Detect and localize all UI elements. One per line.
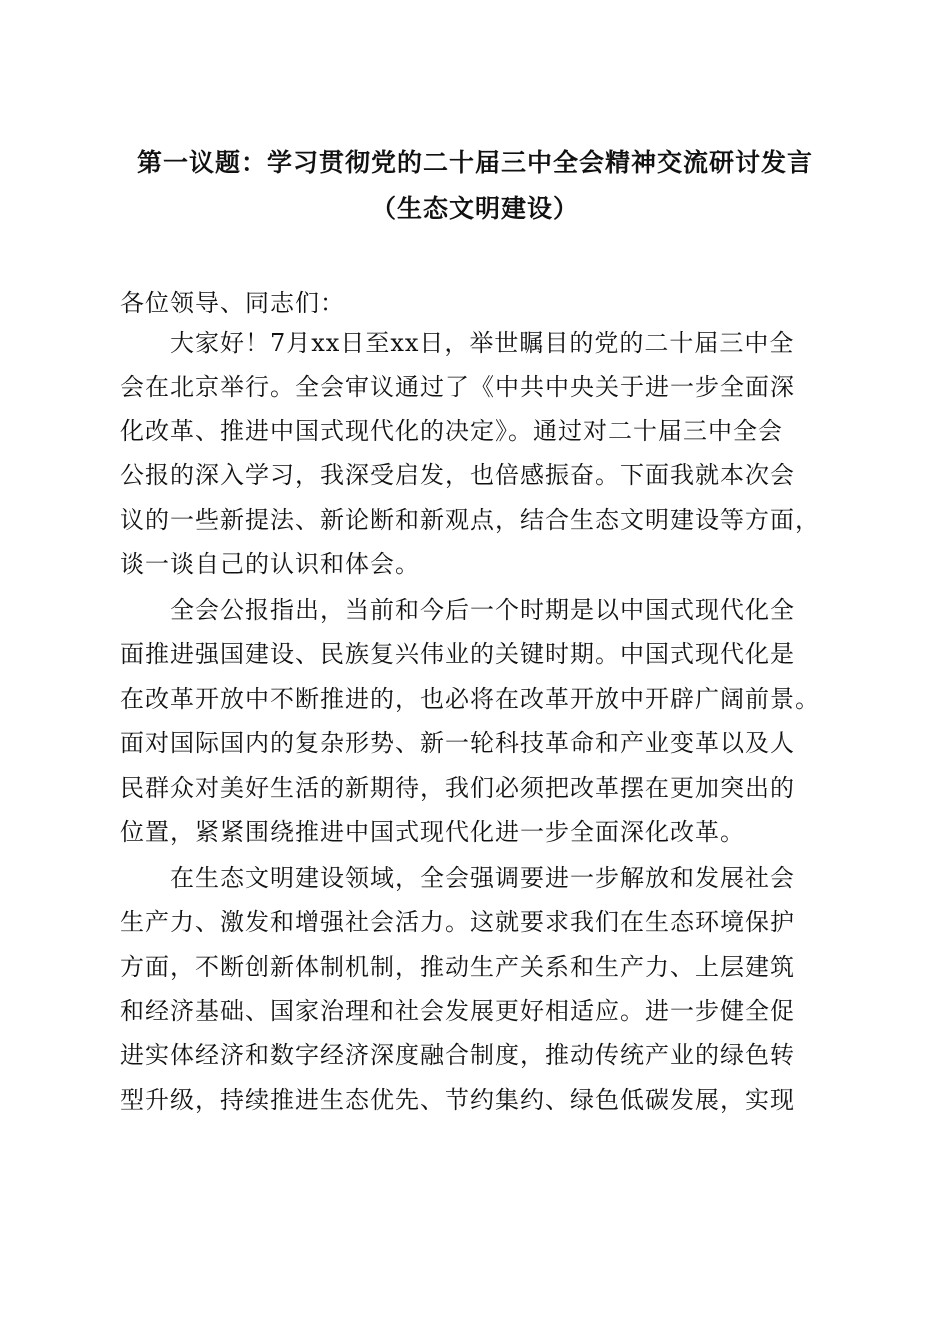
- text-line: 会在北京举行。全会审议通过了《中共中央关于进一步全面深: [120, 373, 795, 401]
- text-line: 型升级，持续推进生态优先、节约集约、绿色低碳发展，实现: [120, 1086, 795, 1114]
- text-line: 面对国际国内的复杂形势、新一轮科技革命和产业变革以及人: [120, 729, 795, 757]
- text-line: 大家好！7月xx日至xx日，举世瞩目的党的二十届三中全: [170, 329, 795, 357]
- text-line: 化改革、推进中国式现代化的决定》。通过对二十届三中全会: [120, 417, 783, 445]
- text-line: 方面，不断创新体制机制，推动生产关系和生产力、上层建筑: [120, 953, 795, 981]
- text-line: 面推进强国建设、民族复兴伟业的关键时期。中国式现代化是: [120, 640, 795, 668]
- text-line: 生产力、激发和增强社会活力。这就要求我们在生态环境保护: [120, 908, 795, 936]
- text-line: 在生态文明建设领域，全会强调要进一步解放和发展社会: [170, 864, 795, 892]
- text-line: 在改革开放中不断推进的，也必将在改革开放中开辟广阔前景。: [120, 685, 820, 713]
- text-line: 公报的深入学习，我深受启发，也倍感振奋。下面我就本次会: [120, 461, 795, 489]
- text-line: 民群众对美好生活的新期待，我们必须把改革摆在更加突出的: [120, 774, 795, 802]
- text-line: 谈一谈自己的认识和体会。: [120, 550, 420, 578]
- document-subtitle: （生态文明建设）: [370, 194, 579, 223]
- text-line: 全会公报指出，当前和今后一个时期是以中国式现代化全: [170, 596, 795, 624]
- text-line: 进实体经济和数字经济深度融合制度，推动传统产业的绿色转: [120, 1041, 795, 1069]
- text-line: 和经济基础、国家治理和社会发展更好相适应。进一步健全促: [120, 997, 795, 1025]
- salutation: 各位领导、同志们：: [120, 289, 345, 317]
- text-line: 议的一些新提法、新论断和新观点，结合生态文明建设等方面，: [120, 506, 820, 534]
- document-title: 第一议题：学习贯彻党的二十届三中全会精神交流研讨发言: [136, 148, 813, 177]
- text-line: 位置，紧紧围绕推进中国式现代化进一步全面深化改革。: [120, 818, 745, 846]
